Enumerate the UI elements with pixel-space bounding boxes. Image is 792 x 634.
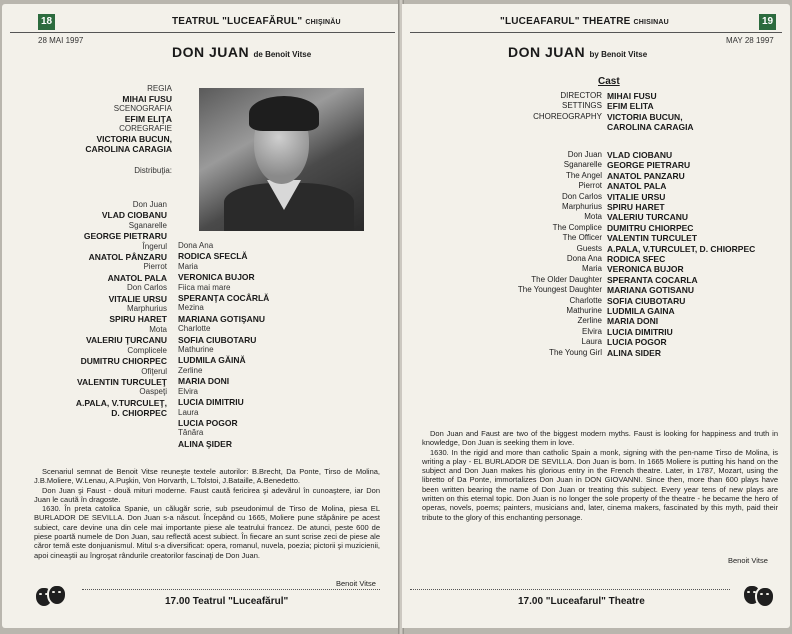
crew-role: SCENOGRAFIA bbox=[113, 104, 172, 113]
cast-role: Pierrot bbox=[143, 262, 167, 272]
cast-name: LUDMILA GĂINĂ bbox=[178, 355, 246, 366]
cast-name: VALENTIN TURCULEŢ bbox=[76, 376, 167, 387]
cast-role: The Officer bbox=[562, 233, 602, 243]
actor-photo bbox=[199, 88, 364, 231]
paragraph: Scenariul semnat de Benoit Vitse reuneşte textele autorilor: B.Brecht, Da Ponte, Tirso de Molina, J.B.Moliere, W.Lenau, A.Puşkin, Von Horvarth, L.Tolstoi, J.Bataille, A.Benedetto. bbox=[34, 467, 380, 486]
footer-showtime: 17.00 "Luceafarul" Theatre bbox=[518, 596, 645, 607]
cast-role: Tânăra bbox=[178, 428, 204, 438]
cast-role: Don Carlos bbox=[126, 283, 167, 293]
page-number: 19 bbox=[759, 14, 776, 30]
crew-list bbox=[12, 84, 172, 176]
cast-role: Charlotte bbox=[569, 295, 602, 305]
cast-role: Elvira bbox=[581, 326, 602, 336]
cast-name: D. CHIORPEC bbox=[111, 408, 167, 419]
cast-role: Fiica mai mare bbox=[178, 282, 231, 292]
page-title bbox=[172, 44, 311, 60]
date: 28 MAI 1997 bbox=[38, 36, 84, 45]
cast-role: Mota bbox=[584, 212, 602, 222]
crew-role: REGIA bbox=[147, 84, 172, 93]
cast-role: The Angel bbox=[565, 170, 602, 180]
cast-role: The Young Girl bbox=[549, 347, 602, 357]
cast-name: MARIANA GOTISANU bbox=[607, 285, 695, 296]
crew-name: EFIM ELIŢA bbox=[124, 114, 172, 124]
cast-name: VERONICA BUJOR bbox=[607, 264, 684, 275]
title-author: by Benoit Vitse bbox=[589, 50, 648, 59]
cast-role: Mathurine bbox=[178, 345, 214, 355]
header-rule bbox=[10, 32, 395, 33]
page-header bbox=[500, 16, 669, 27]
intro-paragraph bbox=[422, 429, 778, 522]
title-text: DON JUAN bbox=[172, 44, 250, 60]
right-page bbox=[402, 4, 790, 628]
header-theatre: "LUCEAFARUL" THEATRE bbox=[500, 16, 631, 27]
date: MAY 28 1997 bbox=[726, 36, 774, 45]
cast-role: Pierrot bbox=[578, 181, 602, 191]
theatre-masks-icon bbox=[742, 584, 772, 606]
header-city: CHIŞINĂU bbox=[305, 19, 341, 26]
cast-role: Mezina bbox=[178, 303, 204, 313]
cast-name: A.PALA, V.TURCULET, D. CHIORPEC bbox=[607, 243, 756, 254]
crew-name: MIHAI FUSU bbox=[122, 94, 172, 104]
crew-name: MIHAI FUSU bbox=[607, 91, 657, 101]
cast-name: SPIRU HARET bbox=[607, 202, 665, 212]
cast-name: SOFIA CIUBOTARU bbox=[178, 334, 257, 345]
cast-role: Îngerul bbox=[142, 241, 167, 251]
cast-name: MARIA DONI bbox=[607, 316, 659, 327]
cast-role: Ofiţerul bbox=[141, 366, 167, 376]
title-author: de Benoit Vitse bbox=[253, 50, 312, 59]
cast-name: ALINA SIDER bbox=[607, 347, 661, 358]
cast-name: DUMITRU CHIORPEC bbox=[80, 356, 167, 367]
crew-role: CHOREOGRAPHY bbox=[533, 111, 602, 121]
cast-role: Zerline bbox=[178, 365, 203, 375]
cast-role: Complicele bbox=[127, 345, 167, 355]
crew-role: COREGRAFIE bbox=[119, 124, 172, 133]
crew-name: VICTORIA BUCUN, bbox=[607, 111, 683, 122]
cast-name: LUCIA POGOR bbox=[178, 417, 238, 428]
cast-name: VALERIU TURCANU bbox=[607, 212, 689, 223]
cast-name: ANATOL PALA bbox=[607, 181, 667, 192]
cast-name: MARIANA GOTIŞANU bbox=[178, 313, 266, 324]
crew-name: EFIM ELITA bbox=[607, 101, 654, 112]
cast-name: GEORGE PIETRARU bbox=[607, 160, 691, 171]
theatre-masks-icon bbox=[34, 584, 64, 606]
cast-role: Laura bbox=[581, 337, 602, 347]
cast-name: LUCIA POGOR bbox=[607, 337, 667, 348]
cast-name: SPERANŢA COCÂRLĂ bbox=[178, 293, 270, 304]
cast-list-left bbox=[12, 200, 167, 419]
page-title bbox=[508, 44, 647, 60]
cast-list-right bbox=[178, 241, 298, 449]
cast-role: Guests bbox=[576, 243, 602, 253]
cast-role: Don Carlos bbox=[561, 191, 602, 201]
cast-name: VLAD CIOBANU bbox=[101, 210, 167, 221]
cast-name: MARIA DONI bbox=[178, 376, 230, 387]
cast-name: GEORGE PIETRARU bbox=[83, 231, 167, 242]
cast-name: SPERANTA COCARLA bbox=[607, 274, 698, 285]
header-rule bbox=[410, 32, 782, 33]
cast-role: Sganarelle bbox=[128, 220, 167, 230]
cast-name: DUMITRU CHIORPEC bbox=[607, 222, 694, 233]
cast-name: RODICA SFECLĂ bbox=[178, 251, 248, 262]
cast-name: RODICA SFEC bbox=[607, 254, 666, 264]
distribution-label: Distribuţia: bbox=[134, 166, 172, 175]
cast-role: Oaspeţi bbox=[139, 387, 167, 397]
footer-rule bbox=[82, 589, 380, 591]
crew-table bbox=[402, 91, 790, 151]
cast-role: Don Juan bbox=[132, 200, 167, 209]
cast-name: ALINA ŞIDER bbox=[178, 438, 232, 449]
cast-role: Mathurine bbox=[566, 306, 602, 315]
cast-role: Zerline bbox=[577, 316, 602, 326]
cast-name: LUCIA DIMITRIU bbox=[607, 326, 673, 337]
crew-name: VICTORIA BUCUN, bbox=[96, 134, 172, 144]
page-header bbox=[172, 16, 341, 27]
cast-role: Marphurius bbox=[561, 202, 602, 211]
left-page bbox=[2, 4, 400, 628]
cast-name: LUCIA DIMITRIU bbox=[178, 397, 244, 408]
cast-name: A.PALA, V.TURCULEŢ, bbox=[75, 397, 167, 408]
paragraph: 1630. In the rigid and more than catholic Spain a monk, signing with the pen-name Tirso de Molina, is writing a play - EL BURLADOR DE SEVILLA. Don Juan is born. In 1665 Moliere is putting his hand on the subject and Don Juan makes his glorious entry in the French theatre. Later, in 1787, Mozart, using the libretto of Da Ponte, immortalizes Don Juan in DON GIOVANNI. Since then, more than 600 plays have been written bearing the name of Don Juan or treating this subject. Every year tens of new plays are written on this eternal topic. Don Juan is no longer the sole property of the theatre - he became the hero of operas, novels, poems; painters, musicians and, later, cinema makers, fascinated by this myth, paid their tribute to the glory of this enchanting personage. bbox=[422, 447, 778, 522]
footer-showtime: 17.00 Teatrul "Luceafărul" bbox=[165, 596, 289, 607]
cast-name: VALERIU ŢURCANU bbox=[85, 335, 167, 346]
cast-role: Elvira bbox=[178, 386, 199, 396]
cast-role: Charlotte bbox=[178, 324, 211, 334]
paragraph: Don Juan şi Faust - două mituri moderne. Faust caută fericirea şi adevărul în cunoaştere, iar Don Juan le caută în dragoste. bbox=[34, 485, 380, 504]
cast-name: ANATOL PANZARU bbox=[607, 170, 685, 181]
header-city: CHISINAU bbox=[633, 19, 669, 26]
cast-role: Maria bbox=[581, 264, 602, 274]
crew-name: CAROLINA CARAGIA bbox=[85, 144, 172, 154]
signature: Benoit Vitse bbox=[728, 556, 768, 565]
cast-name: VALENTIN TURCULET bbox=[607, 233, 698, 244]
cast-role: Dona Ana bbox=[566, 254, 602, 263]
header-theatre: TEATRUL "LUCEAFĂRUL" bbox=[172, 16, 303, 27]
cast-name: VITALIE URSU bbox=[607, 191, 666, 202]
page-number: 18 bbox=[38, 14, 55, 30]
paragraph: 1630. În preta catolica Spanie, un călugăr scrie, sub pseudonimul de Tirso de Molina, piesa EL BURLADOR DE SEVILLA. Don Juan s-a născut. Începând cu 1665, Moliere pune stăpânire pe acest subiect, care devine una din cele mai importante piese ale teatrului francez. De atunci, peste 600 de piese poartă numele de Don Juan, sau reflectă acest subiect. În fiecare an sunt scrise zeci de piese ale căror temă este donjuanismul. Mitul s-a diversificat: opera, romanul, nuvela, poezia; pictorii şi muzicienii, apoi cineaştii au îngroşat rândurile creatorilor fascinaţi de Don Juan. bbox=[34, 504, 380, 560]
cast-role: The Youngest Daughter bbox=[517, 285, 602, 295]
cast-role: The Complice bbox=[552, 222, 602, 232]
cast-heading: Cast bbox=[598, 76, 620, 87]
cast-role: The Older Daughter bbox=[531, 274, 602, 284]
cast-name: ANATOL PALA bbox=[107, 272, 167, 283]
cast-role: Dona Ana bbox=[178, 241, 214, 250]
cast-name: SPIRU HARET bbox=[109, 314, 167, 325]
footer-rule bbox=[410, 589, 730, 591]
cast-role: Laura bbox=[178, 407, 199, 417]
cast-role: Don Juan bbox=[567, 150, 602, 159]
cast-name: SOFIA CIUBOTARU bbox=[607, 295, 686, 306]
cast-name: VITALIE URSU bbox=[108, 293, 167, 304]
cast-role: Sganarelle bbox=[563, 160, 602, 170]
signature: Benoit Vitse bbox=[336, 579, 376, 588]
cast-name: VERONICA BUJOR bbox=[178, 272, 255, 283]
crew-name: CAROLINA CARAGIA bbox=[607, 122, 694, 133]
cast-name: ANATOL PÂNZARU bbox=[88, 252, 167, 263]
cast-table bbox=[402, 150, 790, 370]
paragraph: Don Juan and Faust are two of the biggest modern myths. Faust is looking for happiness and truth in knowledge, Don Juan is seeking them in love. bbox=[422, 429, 778, 448]
crew-role: SETTINGS bbox=[561, 101, 602, 111]
cast-role: Maria bbox=[178, 261, 199, 271]
crew-role: DIRECTOR bbox=[560, 91, 602, 100]
title-text: DON JUAN bbox=[508, 44, 586, 60]
intro-paragraph bbox=[34, 467, 380, 560]
cast-name: VLAD CIOBANU bbox=[607, 150, 673, 160]
cast-role: Marphurius bbox=[126, 304, 167, 314]
cast-role: Mota bbox=[149, 324, 167, 334]
cast-name: LUDMILA GAINA bbox=[607, 306, 675, 316]
